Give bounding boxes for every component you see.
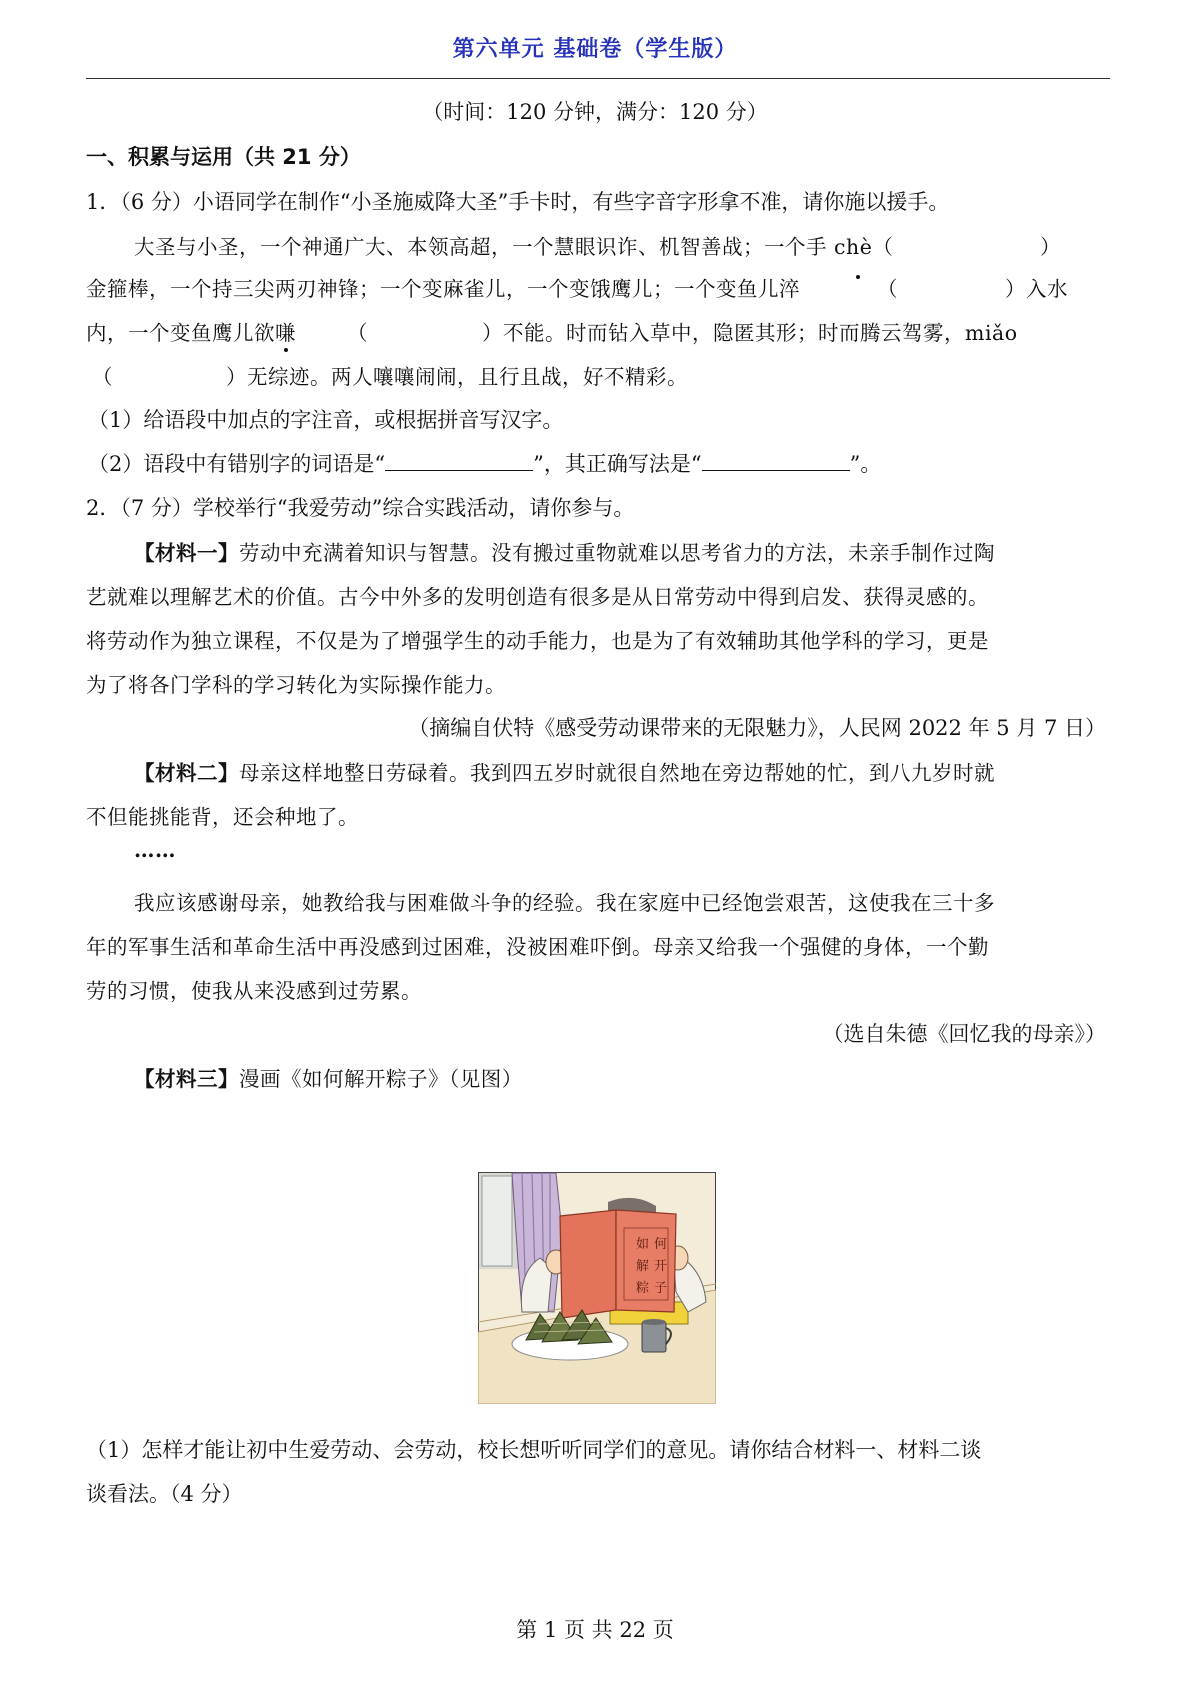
answer-blank-wrong-word[interactable] bbox=[385, 452, 533, 471]
q1-passage-text: 大圣与小圣，一个神通广大、本领高超，一个慧眼识诈、机智善战；一个手 chè（ bbox=[134, 235, 894, 259]
header-divider bbox=[86, 78, 1110, 79]
material1-line3: 将劳动作为独立课程，不仅是为了增强学生的动手能力，也是为了有效辅助其他学科的学习，更是 bbox=[86, 629, 989, 653]
q1-blank1-close: ） bbox=[1040, 235, 1061, 259]
answer-blank-correct-word[interactable] bbox=[702, 452, 850, 471]
material2-line5: 劳的习惯，使我从来没感到过劳累。 bbox=[86, 979, 422, 1003]
q2-sub1-line2: 谈看法。（4 分） bbox=[86, 1482, 243, 1506]
q1-sub2-text: ”。 bbox=[849, 452, 882, 476]
exam-info: （时间：120 分钟，满分：120 分） bbox=[422, 100, 768, 124]
section-title: 一、积累与运用（共 21 分） bbox=[86, 145, 361, 169]
material1-tag: 【材料一】 bbox=[134, 541, 239, 565]
material1-line4: 为了将各门学科的学习转化为实际操作能力。 bbox=[86, 673, 506, 697]
q2-stem: 2．（7 分）学校举行“我爱劳动”综合实践活动，请你参与。 bbox=[86, 496, 635, 520]
material2-line4: 年的军事生活和革命生活中再没感到过困难，没被困难吓倒。母亲又给我一个强健的身体，一个勤 bbox=[86, 935, 989, 959]
material1-line2: 艺就难以理解艺术的价值。古今中外多的发明创造有很多是从日常劳动中得到启发、获得灵感的。 bbox=[86, 585, 989, 609]
book-char-6: 子 bbox=[654, 1281, 668, 1296]
q1-sub2-text: ”，其正确写法是“ bbox=[533, 452, 702, 476]
material2-line1 bbox=[134, 756, 995, 786]
q1-blank4-open: （ bbox=[92, 365, 113, 389]
material2-ellipsis: …… bbox=[134, 838, 176, 862]
q1-blank3-open: （ bbox=[347, 321, 368, 345]
material2-source: （选自朱德《回忆我的母亲》） bbox=[822, 1022, 1106, 1046]
book-char-2: 何 bbox=[654, 1237, 668, 1252]
q1-stem: 1．（6 分）小语同学在制作“小圣施威降大圣”手卡时，有些字音字形拿不准，请你施以援手。 bbox=[86, 190, 950, 214]
material3-line1 bbox=[134, 1062, 523, 1092]
material3-text: 漫画《如何解开粽子》（见图） bbox=[239, 1067, 523, 1091]
page-footer: 第 1 页 共 22 页 bbox=[516, 1618, 674, 1642]
q2-sub1-line1: （1）怎样才能让初中生爱劳动、会劳动，校长想听听同学们的意见。请你结合材料一、材料二谈 bbox=[86, 1438, 982, 1462]
q1-blank2-close: ）入水 bbox=[1005, 277, 1068, 301]
book-char-4: 开 bbox=[654, 1259, 668, 1274]
q1-passage-line3b: ）不能。时而钻入草中，隐匿其形；时而腾云驾雾，miǎo bbox=[482, 321, 1018, 345]
q1-sub2 bbox=[88, 448, 881, 478]
material2-line2: 不但能挑能背，还会种地了。 bbox=[86, 805, 359, 829]
q1-passage-line3 bbox=[86, 316, 296, 346]
q1-passage-line4: ）无综迹。两人嚷嚷闹闹，且行且战，好不精彩。 bbox=[226, 365, 688, 389]
material2-tag: 【材料二】 bbox=[134, 761, 239, 785]
q1-sub1: （1）给语段中加点的字注音，或根据拼音写汉字。 bbox=[88, 408, 564, 432]
q1-passage-text: 金箍棒，一个持三尖两刃神锋；一个变麻雀儿，一个变饿鹰儿；一个变鱼儿淬 bbox=[86, 277, 800, 301]
material1-source: （摘编自伏特《感受劳动课带来的无限魅力》，人民网 2022 年 5 月 7 日） bbox=[408, 716, 1106, 740]
q1-passage-line1 bbox=[134, 230, 893, 260]
emphasis-char-qian: 嗛 bbox=[275, 321, 296, 345]
book-icon bbox=[560, 1210, 676, 1318]
book-char-1: 如 bbox=[636, 1237, 650, 1252]
material2-line3: 我应该感谢母亲，她教给我与困难做斗争的经验。我在家庭中已经饱尝艰苦，这使我在三十多 bbox=[134, 891, 995, 915]
book-char-3: 解 bbox=[636, 1259, 650, 1274]
material1-text: 劳动中充满着知识与智慧。没有搬过重物就难以思考省力的方法，未亲手制作过陶 bbox=[239, 541, 995, 565]
material2-text: 母亲这样地整日劳碌着。我到四五岁时就很自然地在旁边帮她的忙，到八九岁时就 bbox=[239, 761, 995, 785]
q1-blank2-open: （ bbox=[877, 277, 898, 301]
material1-line1 bbox=[134, 536, 995, 566]
material3-tag: 【材料三】 bbox=[134, 1067, 239, 1091]
q1-passage-line2 bbox=[86, 272, 800, 302]
page-header-title: 第六单元 基础卷（学生版） bbox=[452, 37, 738, 62]
cartoon-illustration bbox=[478, 1172, 716, 1404]
book-char-5: 粽 bbox=[636, 1281, 650, 1296]
q1-sub2-text: （2）语段中有错别字的词语是“ bbox=[88, 452, 386, 476]
q1-passage-text: 内，一个变鱼鹰儿欲 bbox=[86, 321, 275, 345]
